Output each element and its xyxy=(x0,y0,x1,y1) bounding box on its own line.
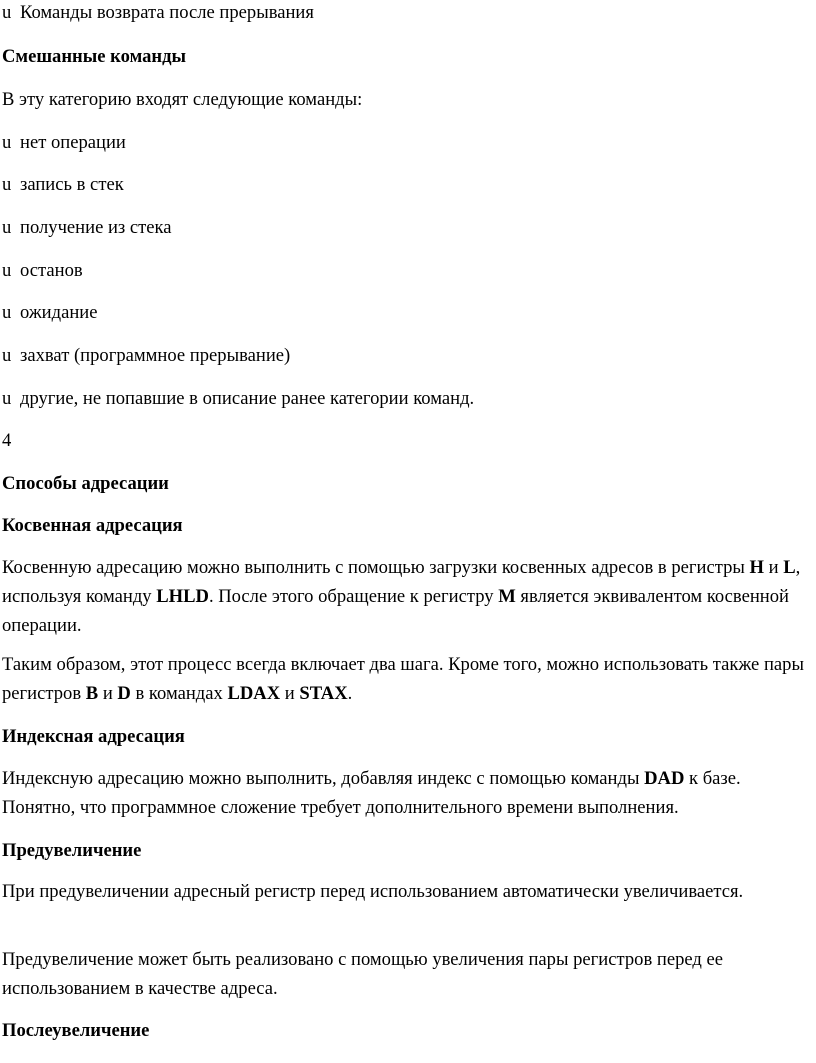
list-item xyxy=(2,132,126,154)
bullet-marker: u xyxy=(2,132,12,153)
paragraph-preincrement-1: При предувеличении адресный регистр перед использованием автоматически увеличивается. xyxy=(2,881,744,902)
list-item-text: Команды возврата после прерывания xyxy=(20,2,314,23)
paragraph-indirect-1 xyxy=(2,553,814,640)
list-item xyxy=(2,174,124,196)
paragraph-indirect-2 xyxy=(2,650,814,708)
list-item xyxy=(2,388,474,410)
bold-term: B xyxy=(85,683,99,704)
bold-term: LDAX xyxy=(227,683,281,704)
list-item xyxy=(2,217,172,239)
text-run: к базе. Понятно, что программное сложение требует дополнительного времени выполнения. xyxy=(2,768,741,818)
section-intro: В эту категорию входят следующие команды: xyxy=(2,89,363,110)
list-item xyxy=(2,345,290,367)
text-run: и xyxy=(98,683,118,704)
bullet-marker: u xyxy=(2,174,12,195)
text-run: , используя команду xyxy=(2,557,801,607)
list-item xyxy=(2,2,314,24)
page-number: 4 xyxy=(2,430,12,451)
bold-term: L xyxy=(783,557,796,578)
text-run: Косвенную адресацию можно выполнить с помощью загрузки косвенных адресов в регистры xyxy=(2,557,750,578)
text-run: Индексную адресацию можно выполнить, добавляя индекс с помощью команды xyxy=(2,768,645,789)
bullet-marker: u xyxy=(2,345,12,366)
list-item-text: запись в стек xyxy=(20,174,124,195)
bullet-marker: u xyxy=(2,302,12,323)
bold-term: DAD xyxy=(644,768,685,789)
list-item-text: захват (программное прерывание) xyxy=(20,345,291,366)
paragraph-preincrement-2: Предувеличение может быть реализовано с помощью увеличения пары регистров перед ее использованием в качестве адреса. xyxy=(2,949,723,999)
section-heading-addressing: Способы адресации xyxy=(2,473,169,494)
subheading-indirect: Косвенная адресация xyxy=(2,515,183,536)
bold-term: D xyxy=(117,683,131,704)
list-item-text: другие, не попавшие в описание ранее категории команд. xyxy=(20,388,475,409)
list-item-text: получение из стека xyxy=(20,217,172,238)
subheading-postincrement: Послеувеличение xyxy=(2,1020,150,1041)
bullet-marker: u xyxy=(2,2,12,23)
text-run: в командах xyxy=(130,683,228,704)
text-run: Таким образом, этот процесс всегда включает два шага. Кроме того, можно использовать также пары регистров xyxy=(2,654,804,704)
text-run: . xyxy=(347,683,353,704)
bold-term: H xyxy=(749,557,764,578)
subheading-preincrement: Предувеличение xyxy=(2,840,142,861)
text-run: и xyxy=(763,557,784,578)
list-item-text: останов xyxy=(20,260,83,281)
list-item-text: нет операции xyxy=(20,132,126,153)
bold-term: M xyxy=(498,586,516,607)
bold-term: STAX xyxy=(299,683,348,704)
list-item xyxy=(2,302,98,324)
text-run: является эквивалентом косвенной операции. xyxy=(2,586,789,636)
bullet-marker: u xyxy=(2,388,12,409)
bullet-marker: u xyxy=(2,217,12,238)
bullet-marker: u xyxy=(2,260,12,281)
bold-term: LHLD xyxy=(156,586,209,607)
subheading-indexed: Индексная адресация xyxy=(2,726,185,747)
section-heading-mixed: Смешанные команды xyxy=(2,46,187,67)
text-run: и xyxy=(280,683,300,704)
list-item xyxy=(2,260,83,282)
list-item-text: ожидание xyxy=(20,302,98,323)
text-run: . После этого обращение к регистру xyxy=(208,586,499,607)
paragraph-indexed xyxy=(2,764,814,822)
